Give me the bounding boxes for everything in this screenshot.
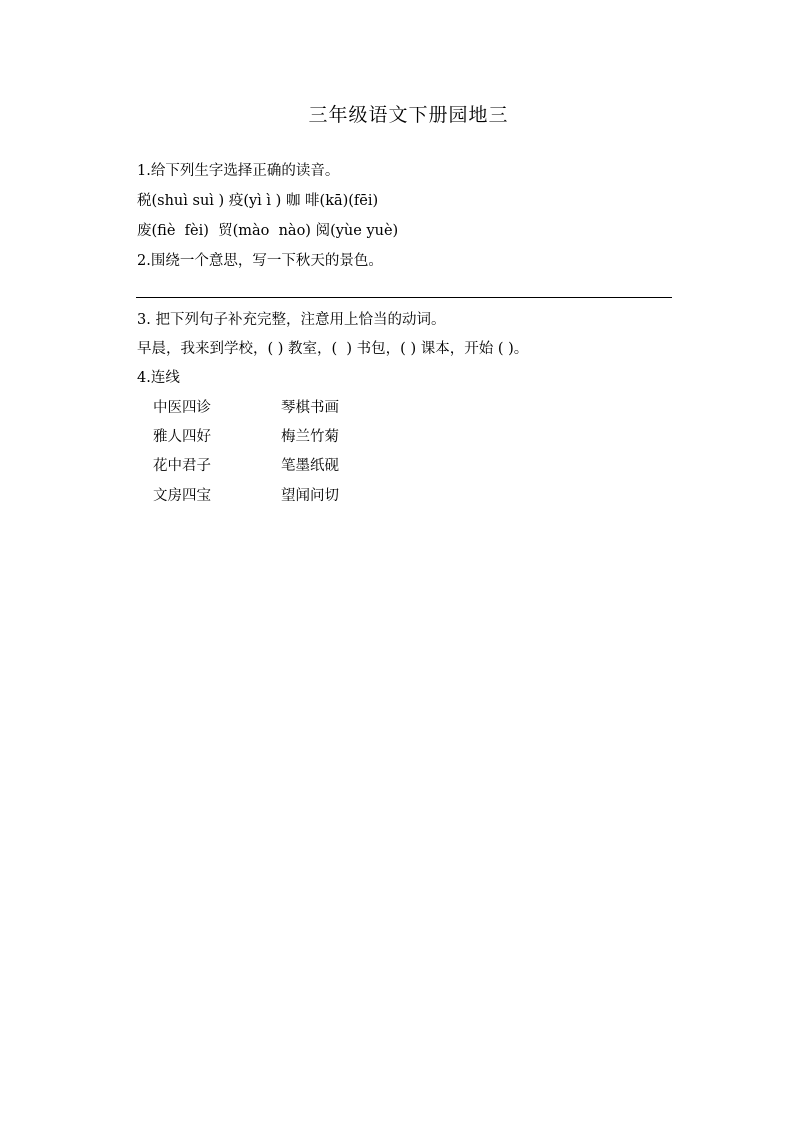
question-1-line-1: 税(shuì suì ) 疫(yì ì ) 咖 啡(kā)(fēi)	[137, 193, 379, 209]
match-left-item: 中医四诊	[153, 400, 211, 416]
question-2-heading: 2.围绕一个意思，写一下秋天的景色。	[137, 253, 383, 269]
match-right-item: 梅兰竹菊	[281, 429, 339, 445]
question-3-heading: 3. 把下列句子补充完整，注意用上恰当的动词。	[137, 312, 446, 328]
question-3-sentence: 早晨，我来到学校，( ) 教室，( ) 书包，( ) 课本，开始 ( )。	[137, 341, 529, 357]
match-left-item: 雅人四好	[153, 429, 211, 445]
question-4-heading: 4.连线	[137, 370, 180, 386]
question-1-heading: 1.给下列生字选择正确的读音。	[137, 163, 340, 179]
match-right-item: 望闻问切	[281, 488, 339, 504]
match-left-item: 花中君子	[153, 458, 211, 474]
question-1-line-2: 废(fiè fèi) 贸(mào nào) 阅(yùe yuè)	[137, 223, 399, 239]
match-left-item: 文房四宝	[153, 488, 211, 504]
match-right-item: 琴棋书画	[281, 400, 339, 416]
page-title: 三年级语文下册园地三	[308, 104, 509, 126]
match-right-item: 笔墨纸砚	[281, 458, 339, 474]
answer-line	[136, 297, 672, 298]
